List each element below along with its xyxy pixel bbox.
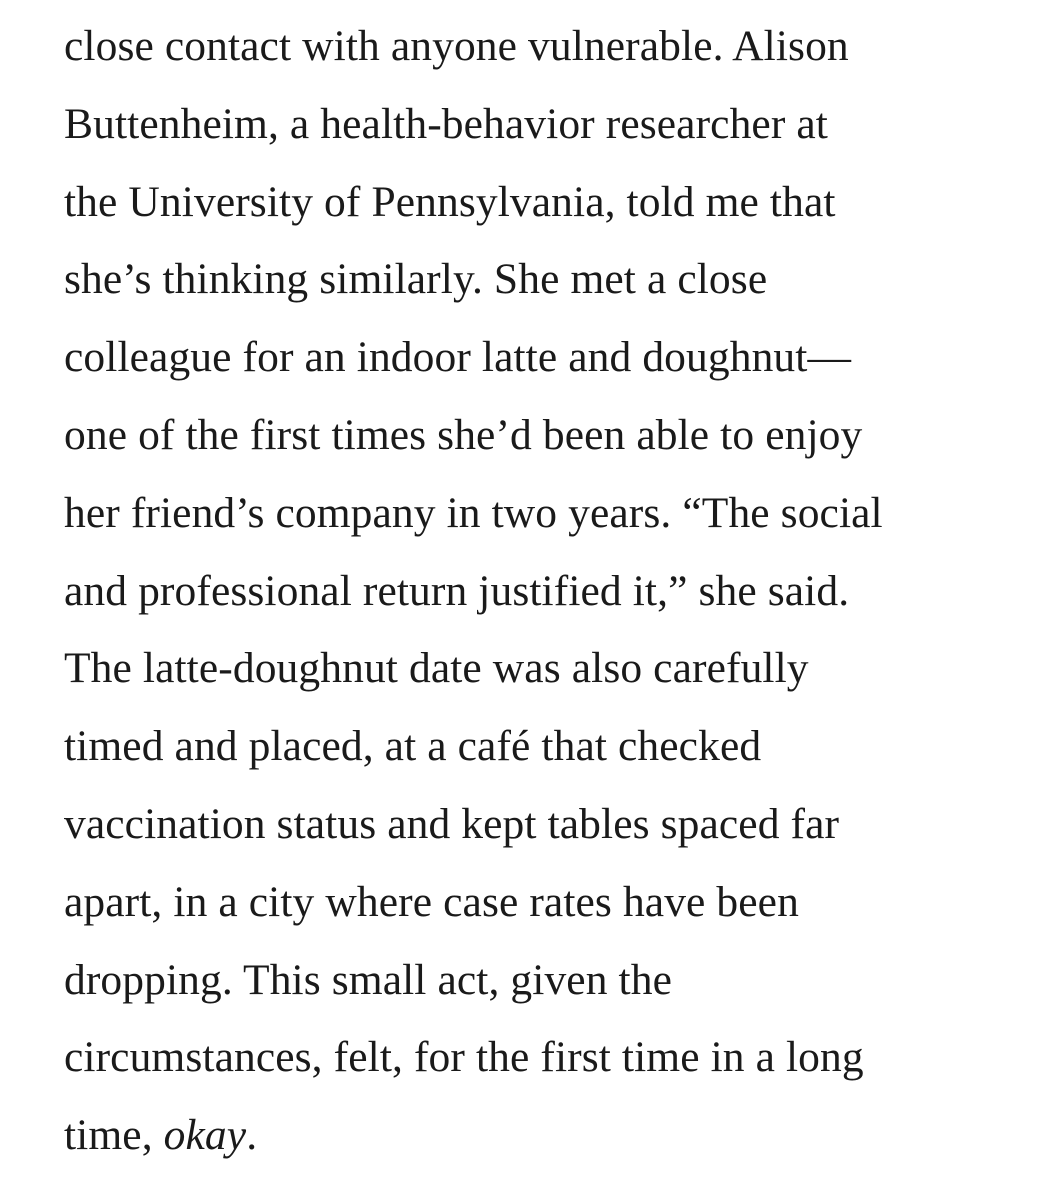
paragraph-line-14: circumstances, felt, for the first time in a long xyxy=(64,1033,864,1082)
paragraph-line-6: one of the first times she’d been able to enjoy xyxy=(64,410,863,459)
paragraph-line-4: she’s thinking similarly. She met a close xyxy=(64,255,768,304)
paragraph-line-7: her friend’s company in two years. “The social xyxy=(64,488,883,537)
emphasized-word: okay xyxy=(163,1111,247,1160)
paragraph-line-9: The latte-doughnut date was also carefully xyxy=(64,644,809,693)
paragraph-line-11: vaccination status and kept tables spaced far xyxy=(64,799,840,848)
paragraph-line-12: apart, in a city where case rates have been xyxy=(64,877,799,926)
last-line-prefix: time, xyxy=(64,1111,164,1160)
paragraph-line-3: the University of Pennsylvania, told me that xyxy=(64,177,836,226)
paragraph-line-15 xyxy=(64,1097,1044,1175)
paragraph-line-13: dropping. This small act, given the xyxy=(64,955,672,1004)
article-paragraph xyxy=(64,8,1044,1175)
paragraph-line-1: close contact with anyone vulnerable. Alison xyxy=(64,22,849,70)
paragraph-line-10: timed and placed, at a café that checked xyxy=(64,722,762,771)
paragraph-line-8: and professional return justified it,” she said. xyxy=(64,566,850,615)
paragraph-line-2: Buttenheim, a health-behavior researcher at xyxy=(64,99,828,148)
paragraph-line-5: colleague for an indoor latte and doughnut— xyxy=(64,333,852,382)
last-line-suffix: . xyxy=(246,1111,258,1160)
